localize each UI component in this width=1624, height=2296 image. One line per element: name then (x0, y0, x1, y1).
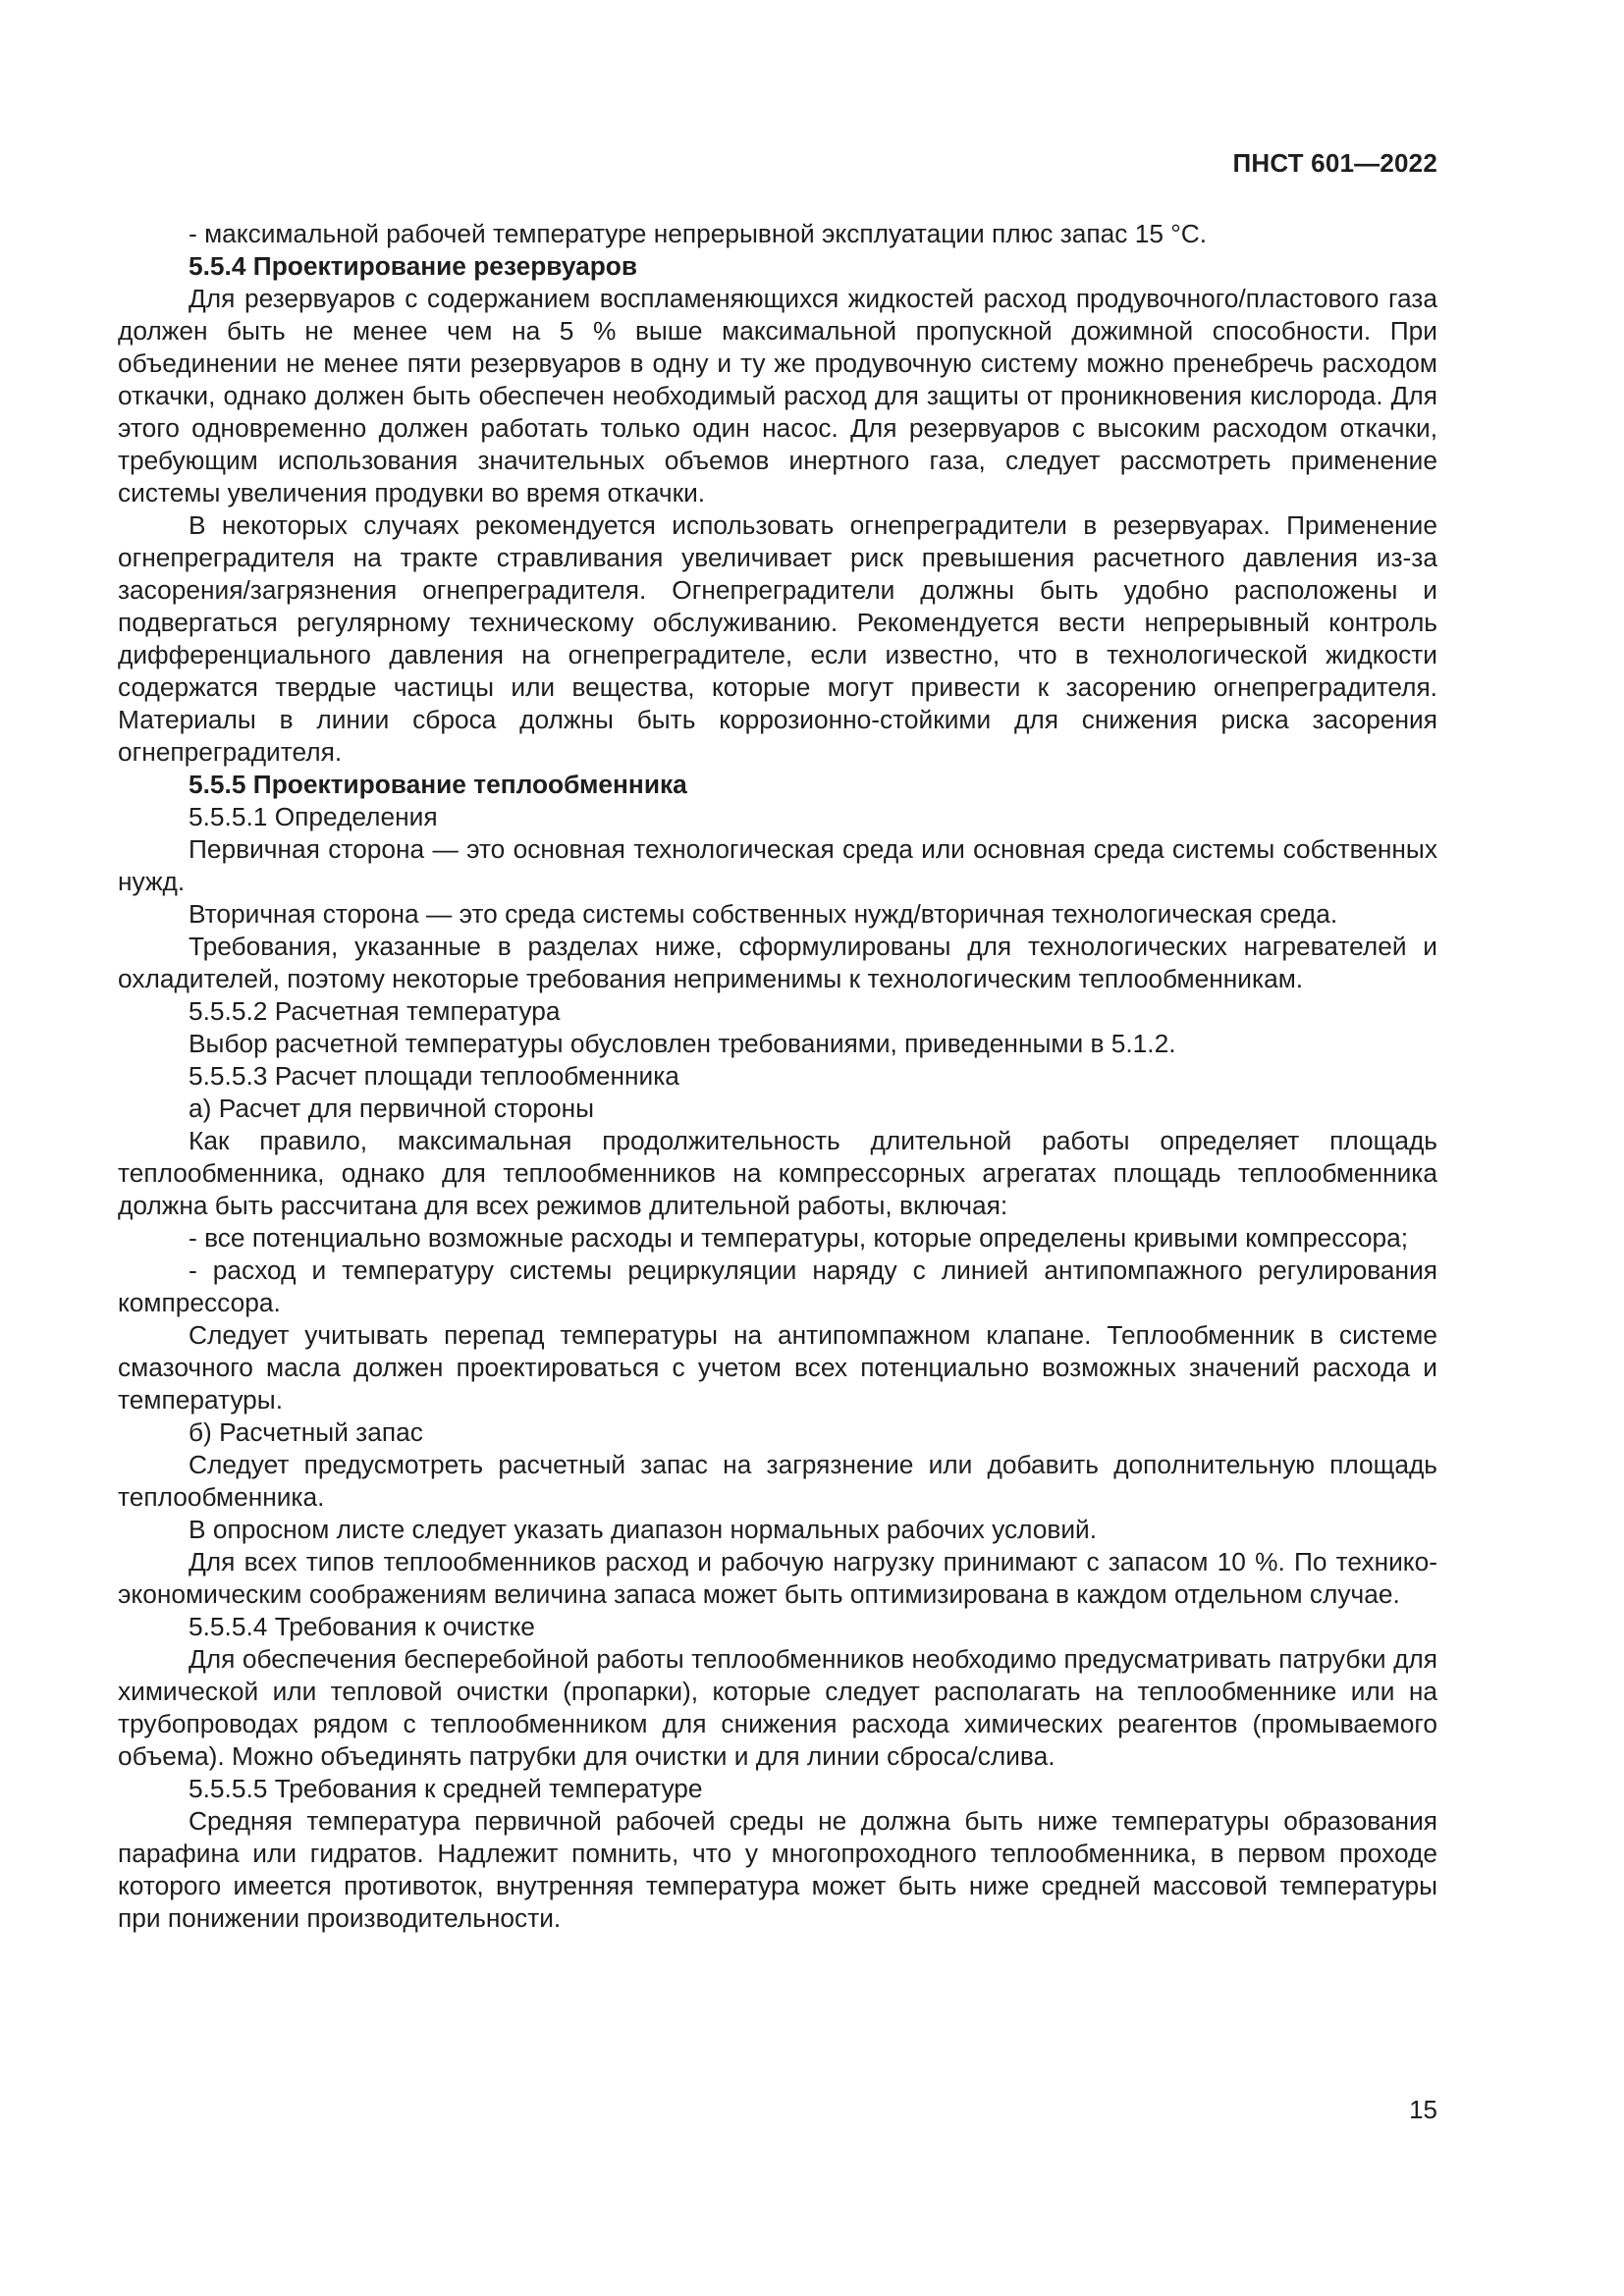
paragraph: Выбор расчетной температуры обусловлен требованиями, приведенными в 5.1.2. (189, 1029, 1176, 1058)
section-heading: 5.5.5 Проектирование теплообменника (189, 770, 687, 799)
paragraph: Для всех типов теплообменников расход и рабочую нагрузку принимают с запасом 10 %. По технико-экономическим соображениям величина запаса может быть оптимизирована в каждом отдельном случае. (118, 1547, 1437, 1609)
paragraph: 5.5.5.3 Расчет площади теплообменника (189, 1061, 679, 1091)
paragraph: Первичная сторона — это основная технологическая среда или основная среда системы собственных нужд. (118, 834, 1437, 896)
page-number: 15 (1409, 2095, 1437, 2124)
document-id-header: ПНСТ 601—2022 (1232, 148, 1437, 178)
paragraph: - все потенциально возможные расходы и температуры, которые определены кривыми компрессора; (189, 1223, 1409, 1253)
paragraph: - расход и температуру системы рециркуляции наряду с линией антипомпажного регулирования компрессора. (118, 1255, 1437, 1317)
paragraph: В некоторых случаях рекомендуется использовать огнепреградители в резервуарах. Применение огнепреградителя на тракте стравливания увеличивает риск превышения расчетного давления из-за засорения/загрязнения огнепреградителя. Огнепреградители должны быть удобно расположены и подвергаться регулярному техническому обслуживанию. Рекомендуется вести непрерывный контроль дифференциального давления на огнепреградителе, если известно, что в технологической жидкости содержатся твердые частицы или вещества, которые могут привести к засорению огнепреградителя. Материалы в линии сброса должны быть коррозионно-стойкими для снижения риска засорения огнепреградителя. (118, 510, 1437, 767)
paragraph: Следует предусмотреть расчетный запас на загрязнение или добавить дополнительную площадь теплообменника. (118, 1450, 1437, 1512)
paragraph: Требования, указанные в разделах ниже, сформулированы для технологических нагревателей и охладителей, поэтому некоторые требования неприменимы к технологическим теплообменникам. (118, 932, 1437, 993)
paragraph: Для резервуаров с содержанием воспламеняющихся жидкостей расход продувочного/пластового газа должен быть не менее чем на 5 % выше максимальной пропускной дожимной способности. При объединении не менее пяти резервуаров в одну и ту же продувочную систему можно пренебречь расходом откачки, однако должен быть обеспечен необходимый расход для защиты от проникновения кислорода. Для этого одновременно должен работать только один насос. Для резервуаров с высоким расходом откачки, требующим использования значительных объемов инертного газа, следует рассмотреть применение системы увеличения продувки во время откачки. (118, 284, 1437, 507)
paragraph: Вторичная сторона — это среда системы собственных нужд/вторичная технологическая среда. (189, 899, 1338, 929)
paragraph: Для обеспечения бесперебойной работы теплообменников необходимо предусматривать патрубки для химической или тепловой очистки (пропарки), которые следует располагать на теплообменнике или на трубопроводах рядом с теплообменником для снижения расхода химических реагентов (промываемого объема). Можно объединять патрубки для очистки и для линии сброса/слива. (118, 1644, 1437, 1771)
document-body (118, 218, 1437, 1935)
paragraph: Следует учитывать перепад температуры на антипомпажном клапане. Теплообменник в системе смазочного масла должен проектироваться с учетом всех потенциально возможных значений расхода и температуры. (118, 1320, 1437, 1415)
section-heading: 5.5.4 Проектирование резервуаров (189, 251, 638, 281)
paragraph: 5.5.5.2 Расчетная температура (189, 996, 561, 1026)
paragraph: 5.5.5.4 Требования к очистке (189, 1612, 535, 1641)
paragraph: Как правило, максимальная продолжительность длительной работы определяет площадь теплообменника, однако для теплообменников на компрессорных агрегатах площадь теплообменника должна быть рассчитана для всех режимов длительной работы, включая: (118, 1126, 1437, 1220)
paragraph: а) Расчет для первичной стороны (189, 1094, 595, 1123)
paragraph: - максимальной рабочей температуре непрерывной эксплуатации плюс запас 15 °С. (189, 219, 1208, 248)
paragraph: 5.5.5.1 Определения (189, 802, 438, 831)
paragraph: 5.5.5.5 Требования к средней температуре (189, 1774, 703, 1803)
paragraph: В опросном листе следует указать диапазон нормальных рабочих условий. (189, 1515, 1098, 1544)
paragraph: Средняя температура первичной рабочей среды не должна быть ниже температуры образования парафина или гидратов. Надлежит помнить, что у многопроходного теплообменника, в первом проходе которого имеется противоток, внутренняя температура может быть ниже средней массовой температуры при понижении производительности. (118, 1806, 1437, 1933)
paragraph: б) Расчетный запас (189, 1417, 423, 1447)
